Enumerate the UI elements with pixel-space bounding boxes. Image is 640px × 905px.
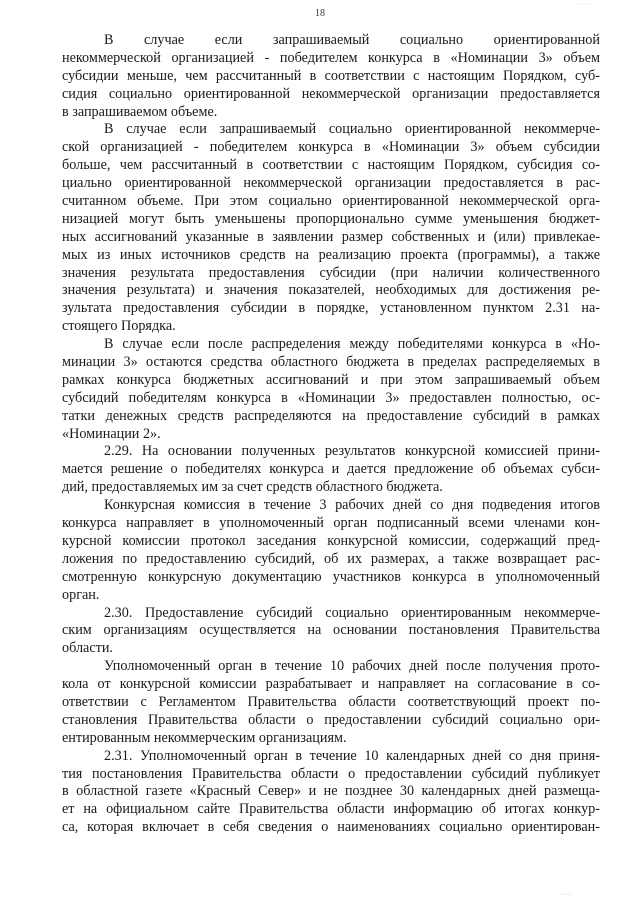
text-line: курсной комиссии протокол заседания конкурсной комиссии, содержащий пред- xyxy=(62,532,600,549)
text-line: мается решение о победителях конкурса и дается предложение об объемах субси- xyxy=(62,461,600,478)
text-line: В случае если после распределения между победителями конкурса в «Но- xyxy=(104,336,600,353)
text-line: считанном объеме. При этом социально ориентированной некоммерческой орга- xyxy=(62,193,600,210)
text-line: больше, чем рассчитанный в соответствии с настоящим Порядком, субсидия со- xyxy=(62,157,600,174)
text-line: циально ориентированной некоммерческой организации предоставляется в рас- xyxy=(62,175,600,192)
text-line: ответствии с Регламентом Правительства области соответствующий проект по- xyxy=(62,693,600,710)
text-line: значения результата предоставления субсидии (при наличии количественного xyxy=(62,264,600,281)
text-line: В случае если запрашиваемый социально ориентированной некоммерче- xyxy=(104,121,600,138)
page-number: 18 xyxy=(315,8,325,19)
text-line: Конкурсная комиссия в течение 3 рабочих дней со дня подведения итогов xyxy=(104,497,600,514)
text-line: ных ассигнований указанные в заявлении размер собственных и (или) привлекае- xyxy=(62,228,600,245)
text-line: ложения по предоставлению субсидий, об их размерах, а также возвращает рас- xyxy=(62,550,600,567)
text-line: ет на официальном сайте Правительства области информацию об итогах конкур- xyxy=(62,801,600,818)
text-line: орган. xyxy=(62,586,100,603)
text-line: 2.31. Уполномоченный орган в течение 10 календарных дней со дня приня- xyxy=(104,747,600,764)
scan-mark-top: · · · · xyxy=(578,2,591,8)
text-line: стоящего Порядка. xyxy=(62,318,176,335)
text-line: низацией могут быть уменьшены пропорционально сумме уменьшения бюджет- xyxy=(62,210,600,227)
text-line: «Номинации 2». xyxy=(62,425,161,442)
text-line: смотренную конкурсную документацию участников конкурса в уполномоченный xyxy=(62,568,600,585)
text-line: сидия социально ориентированной некоммерческой организации предоставляется xyxy=(62,85,600,102)
text-line: значения результата) и значения показателей, необходимых для достижения ре- xyxy=(62,282,600,299)
text-line: са, которая включает в себя сведения о наименованиях социально ориентирован- xyxy=(62,819,600,836)
text-line: кола от конкурсной комиссии разрабатывает и направляет на согласование в со- xyxy=(62,676,600,693)
text-line: 2.29. На основании полученных результатов конкурсной комиссией прини- xyxy=(104,443,600,460)
text-line: минации 3» остаются средства областного бюджета в пределах распределяемых в xyxy=(62,354,600,371)
document-body xyxy=(62,32,600,837)
scan-mark-bottom: · · · · xyxy=(560,892,573,898)
text-line: субсидии меньше, чем рассчитанный в соответствии с настоящим Порядком, суб- xyxy=(62,67,600,84)
text-line: конкурса направляет в уполномоченный орган подписанный всеми членами кон- xyxy=(62,515,600,532)
text-line: В случае если запрашиваемый социально ориентированной xyxy=(104,32,600,48)
text-line: становления Правительства области о предоставлении субсидий социально ори- xyxy=(62,711,600,728)
text-line: 2.30. Предоставление субсидий социально ориентированным некоммерче- xyxy=(104,604,600,621)
text-line: тия постановления Правительства области о предоставлении субсидий публикует xyxy=(62,765,600,782)
text-line: субсидий победителям конкурса в «Номинации 3» предоставлен полностью, ос- xyxy=(62,389,600,406)
text-line: рамках конкурса бюджетных ассигнований и при этом запрашиваемый объем xyxy=(62,371,600,388)
text-line: мых из иных источников средств на реализацию проекта (программы), а также xyxy=(62,246,600,263)
text-line: ентированным некоммерческим организациям. xyxy=(62,729,347,746)
text-line: области. xyxy=(62,640,113,657)
text-line: в областной газете «Красный Север» и не позднее 30 календарных дней размеща- xyxy=(62,783,600,800)
text-line: Уполномоченный орган в течение 10 рабочих дней после получения прото- xyxy=(104,658,600,675)
text-line: ской организацией - победителем конкурса в «Номинации 3» объем субсидии xyxy=(62,139,600,156)
text-line: в запрашиваемом объеме. xyxy=(62,103,218,120)
text-line: дий, предоставляемых им за счет средств областного бюджета. xyxy=(62,479,443,496)
text-line: ским организациям осуществляется на основании постановления Правительства xyxy=(62,622,600,639)
text-line: зультата предоставления субсидии в порядке, установленном пунктом 2.31 на- xyxy=(62,300,600,317)
text-line: татки денежных средств распределяются на предоставление субсидий в рамках xyxy=(62,407,600,424)
text-line: некоммерческой организацией - победителем конкурса в «Номинации 3» объем xyxy=(62,49,600,66)
